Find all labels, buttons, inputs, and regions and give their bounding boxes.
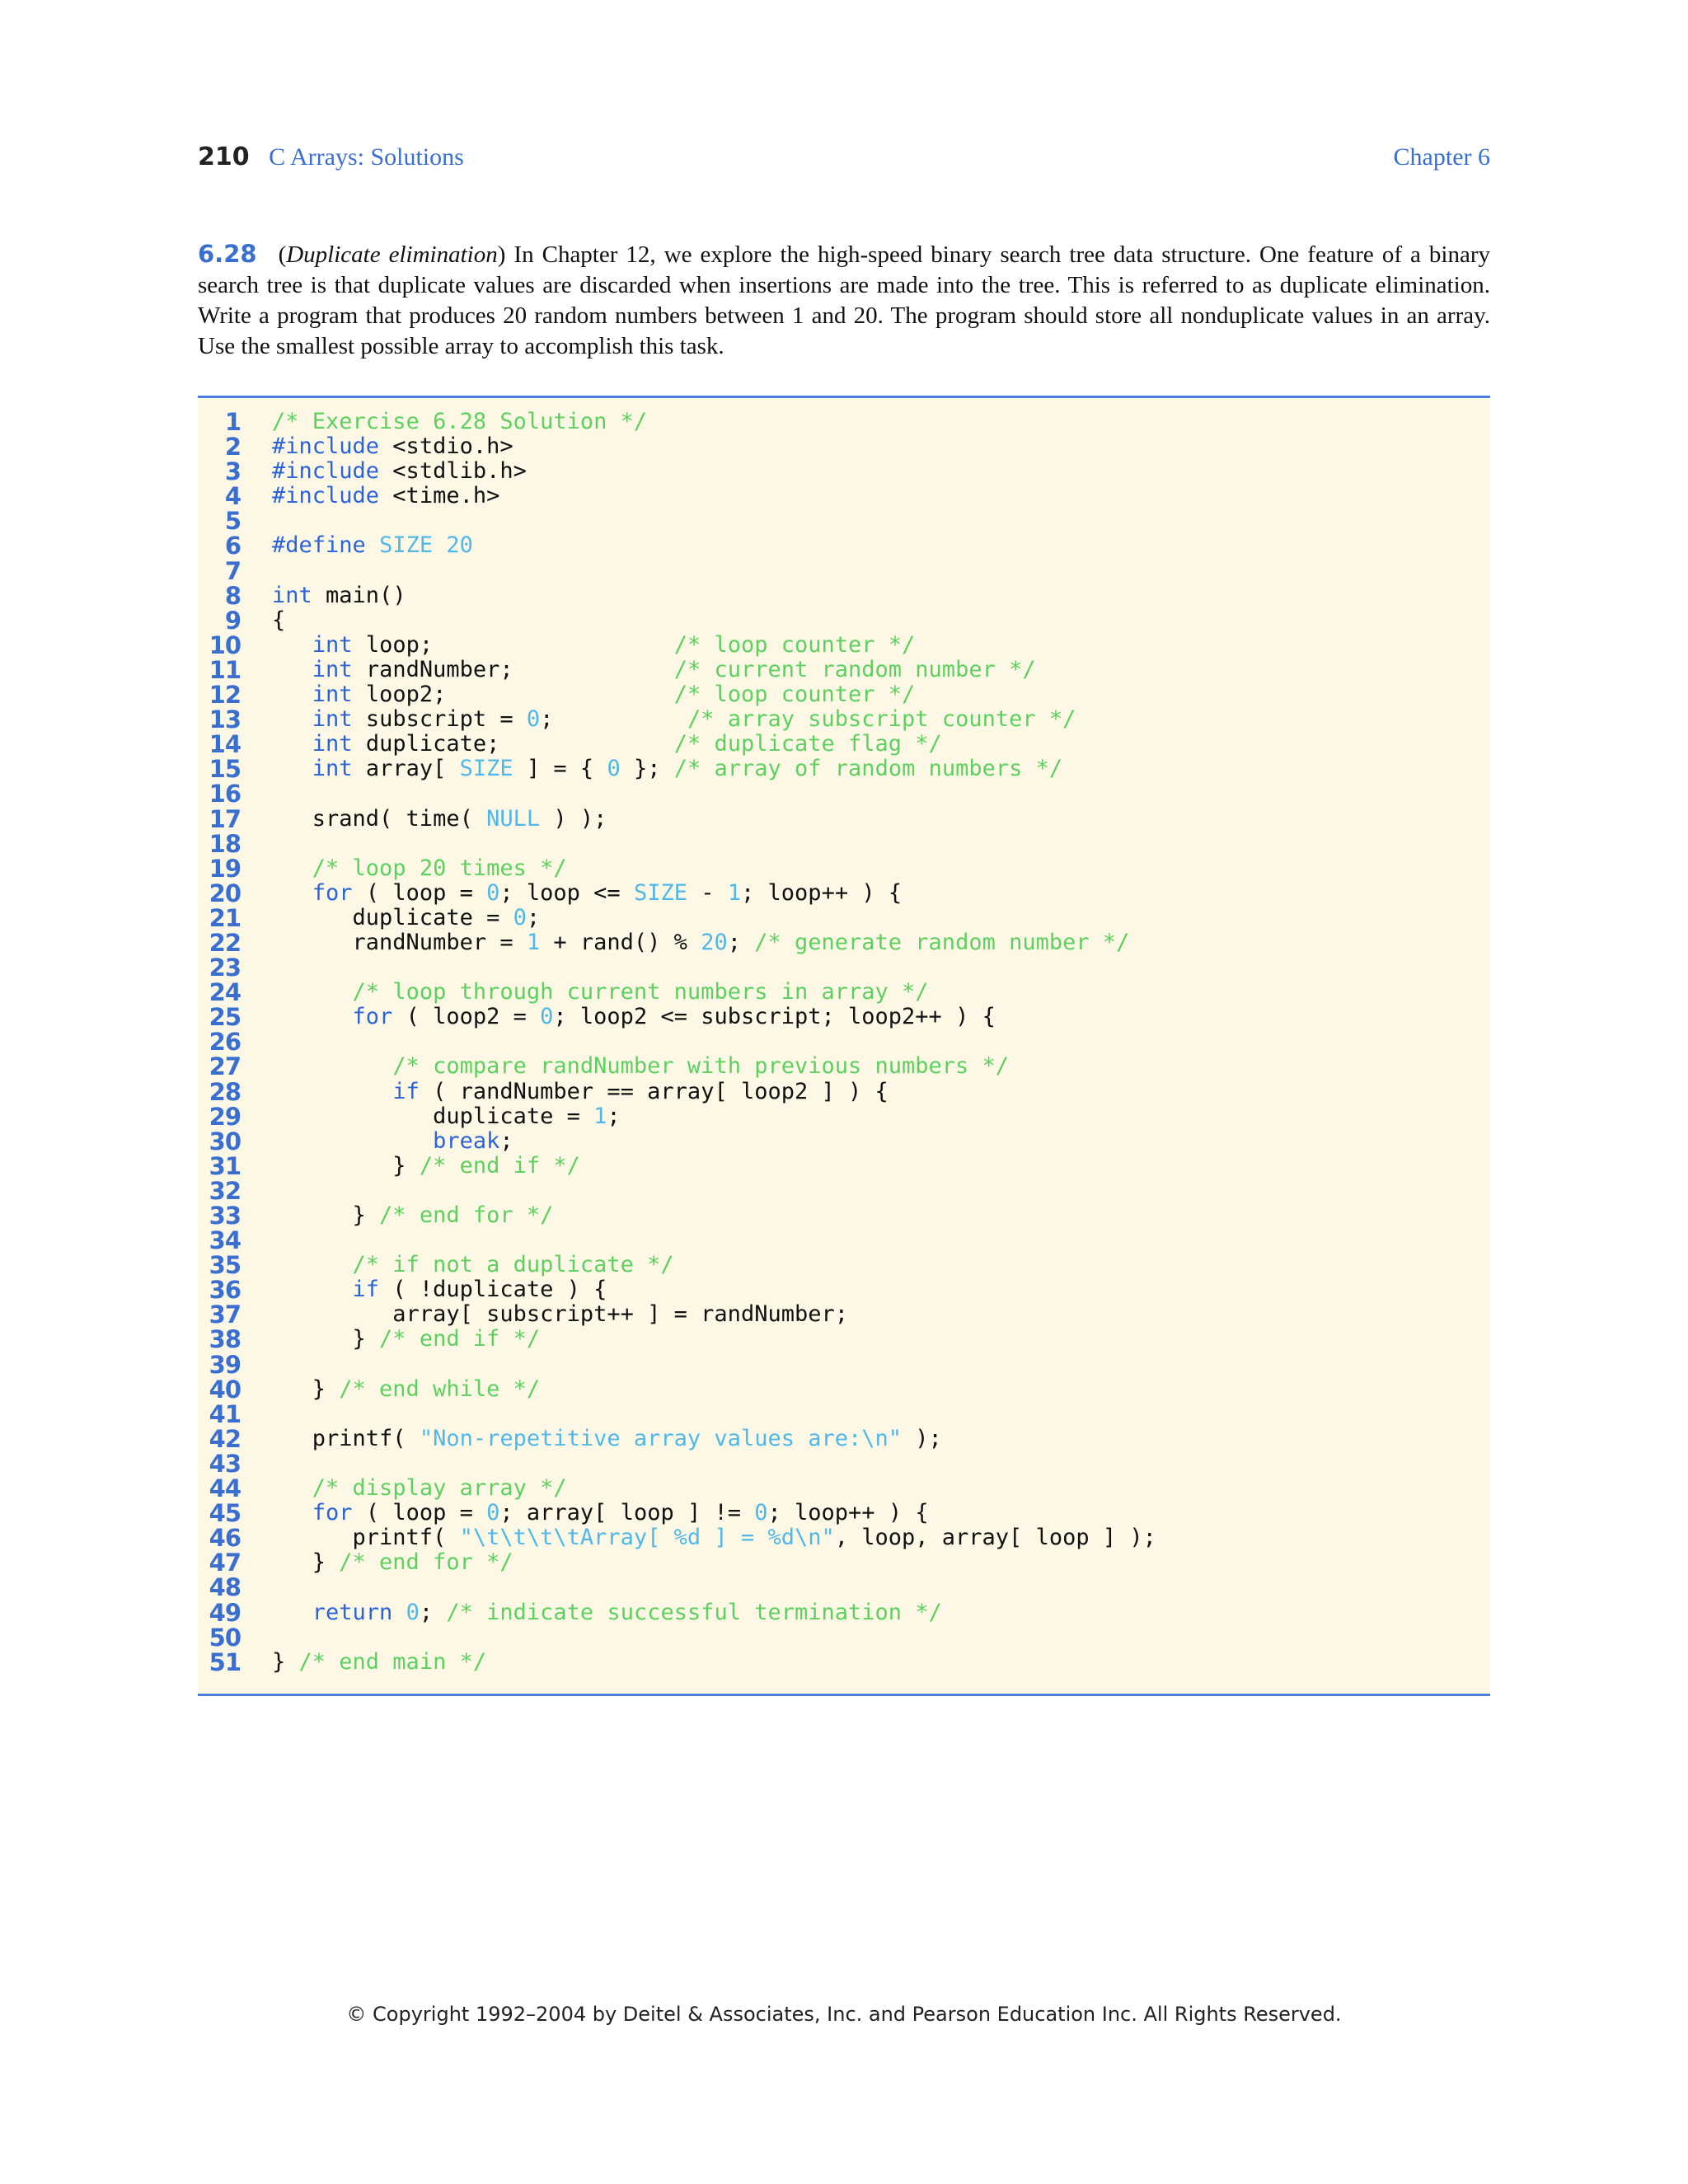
code-line xyxy=(198,1377,1490,1402)
code-text: duplicate = 0; xyxy=(272,904,541,930)
code-text: /* Exercise 6.28 Solution */ xyxy=(272,409,648,434)
line-number: 33 xyxy=(209,1202,241,1230)
line-number: 15 xyxy=(209,755,241,784)
problem-title: Duplicate elimination xyxy=(286,241,498,268)
chapter-label: Chapter 6 xyxy=(1393,143,1490,171)
code-line xyxy=(198,755,1490,784)
line-number: 21 xyxy=(209,903,241,932)
code-text: /* loop through current numbers in array */ xyxy=(352,979,929,1005)
code-line xyxy=(198,1151,1490,1180)
code-line xyxy=(198,1176,1490,1205)
code-line xyxy=(198,1451,1490,1476)
code-line xyxy=(198,1028,1490,1057)
code-text: srand( time( NULL ) ); xyxy=(272,805,607,832)
line-number: 41 xyxy=(209,1399,241,1428)
code-line xyxy=(198,433,1490,462)
code-line xyxy=(198,955,1490,980)
copyright-footer: © Copyright 1992–2004 by Deitel & Associates, Inc. and Pearson Education Inc. All Rights Reserved. xyxy=(346,2003,1342,2026)
code-lines xyxy=(198,410,1490,1675)
line-number: 42 xyxy=(209,1424,241,1453)
code-line xyxy=(198,681,1490,710)
code-text: #define SIZE 20 xyxy=(272,532,473,559)
line-number: 24 xyxy=(209,978,241,1007)
code-line xyxy=(198,583,1490,608)
code-line xyxy=(198,1550,1490,1575)
page-number: 210 xyxy=(198,143,250,171)
code-text: /* compare randNumber with previous numbers */ xyxy=(392,1053,1010,1080)
line-number: 11 xyxy=(209,655,241,684)
code-text: } /* end main */ xyxy=(272,1648,487,1675)
line-number: 12 xyxy=(209,681,241,710)
code-listing xyxy=(198,396,1490,1696)
code-line xyxy=(198,484,1490,509)
line-number: 26 xyxy=(209,1028,241,1057)
code-line xyxy=(198,1476,1490,1501)
code-line xyxy=(198,1625,1490,1650)
line-number: 48 xyxy=(209,1573,241,1602)
problem-statement: 6.28 (Duplicate elimination) In Chapter 12, we explore the high-speed binary search tree data structure. One feature of a binary search tree is that duplicate values are discarded when insertions are made into the tree. This is referred to as duplicate elimination. Write a program that produces 20 random numbers between 1 and 20. The program should store all nonduplicate values in an array. Use the smallest possible array to accomplish this task. xyxy=(198,240,1490,359)
line-number: 45 xyxy=(209,1499,241,1528)
code-line xyxy=(198,507,1490,536)
code-text: duplicate = 1; xyxy=(272,1103,621,1129)
code-text: int loop; /* loop counter */ xyxy=(312,631,916,658)
line-number: 1 xyxy=(224,408,241,436)
code-text: } /* end while */ xyxy=(272,1376,541,1402)
code-line xyxy=(198,1104,1490,1129)
code-text: } /* end for */ xyxy=(272,1202,554,1228)
code-line xyxy=(198,1228,1490,1253)
code-text: if ( !duplicate ) { xyxy=(352,1277,607,1303)
code-line xyxy=(198,655,1490,684)
code-line xyxy=(198,1598,1490,1627)
code-line xyxy=(198,410,1490,434)
line-number: 39 xyxy=(209,1350,241,1379)
code-line xyxy=(198,1251,1490,1280)
code-line xyxy=(198,1327,1490,1352)
code-line xyxy=(198,1524,1490,1553)
line-number: 25 xyxy=(209,1003,241,1032)
code-text: for ( loop2 = 0; loop2 <= subscript; loop2++ ) { xyxy=(352,1004,996,1030)
page-header xyxy=(198,137,1490,178)
line-number: 13 xyxy=(209,705,241,734)
code-text: } /* end for */ xyxy=(272,1549,513,1576)
line-number: 4 xyxy=(224,482,241,511)
code-line xyxy=(198,881,1490,906)
code-text: printf( "Non-repetitive array values are:\n" ); xyxy=(272,1425,942,1451)
line-number: 43 xyxy=(209,1449,241,1478)
code-line xyxy=(198,829,1490,858)
line-number: 23 xyxy=(209,954,241,982)
code-text: break; xyxy=(433,1127,513,1154)
code-line xyxy=(198,1575,1490,1600)
line-number: 20 xyxy=(209,879,241,907)
line-number: 35 xyxy=(209,1251,241,1280)
line-number: 37 xyxy=(209,1301,241,1329)
code-text: array[ subscript++ ] = randNumber; xyxy=(272,1301,848,1328)
line-number: 44 xyxy=(209,1474,241,1503)
code-text: int loop2; /* loop counter */ xyxy=(312,682,916,708)
line-number: 40 xyxy=(209,1375,241,1404)
code-line xyxy=(198,608,1490,633)
running-title: C Arrays: Solutions xyxy=(269,143,464,171)
code-text: int array[ SIZE ] = { 0 }; /* array of random numbers */ xyxy=(312,756,1063,782)
code-text: #include <stdlib.h> xyxy=(272,458,527,485)
code-text: for ( loop = 0; array[ loop ] != 0; loop++ ) { xyxy=(312,1500,929,1526)
code-line xyxy=(198,732,1490,757)
line-number: 22 xyxy=(209,928,241,957)
code-line xyxy=(198,856,1490,881)
code-line xyxy=(198,1647,1490,1676)
line-number: 17 xyxy=(209,804,241,833)
problem-text: In Chapter 12, we explore the high-speed binary search tree data structure. One feature of a binary search tree is that duplicate values are discarded when insertions are made into the tree. This is referred to as duplicate elimination. Write a program that produces 20 random numbers between 1 and 20. The program should store all nonduplicate values in an array. Use the smallest possible array to accomplish this task. xyxy=(198,241,1490,359)
line-number: 31 xyxy=(209,1151,241,1180)
code-line xyxy=(198,781,1490,806)
code-line xyxy=(198,1129,1490,1154)
line-number: 50 xyxy=(209,1623,241,1652)
line-number: 32 xyxy=(209,1176,241,1205)
line-number: 7 xyxy=(224,556,241,585)
line-number: 46 xyxy=(209,1524,241,1553)
line-number: 6 xyxy=(224,532,241,560)
code-text: int main() xyxy=(272,582,406,608)
code-line xyxy=(198,1077,1490,1106)
code-line xyxy=(198,980,1490,1005)
line-number: 14 xyxy=(209,730,241,759)
line-number: 18 xyxy=(209,829,241,858)
code-line xyxy=(198,1424,1490,1453)
line-number: 36 xyxy=(209,1276,241,1305)
line-number: 47 xyxy=(209,1549,241,1577)
code-line xyxy=(198,1203,1490,1228)
line-number: 27 xyxy=(209,1052,241,1081)
code-line xyxy=(198,930,1490,955)
code-line xyxy=(198,630,1490,659)
code-line xyxy=(198,1003,1490,1032)
code-line xyxy=(198,804,1490,833)
line-number: 16 xyxy=(209,780,241,808)
code-text: { xyxy=(272,607,286,633)
code-text: int duplicate; /* duplicate flag */ xyxy=(312,731,942,757)
code-text: int subscript = 0; /* array subscript counter */ xyxy=(312,706,1076,733)
line-number: 34 xyxy=(209,1226,241,1255)
problem-number: 6.28 xyxy=(198,240,257,268)
line-number: 30 xyxy=(209,1127,241,1155)
code-text: /* if not a duplicate */ xyxy=(352,1252,674,1278)
line-number: 8 xyxy=(224,581,241,610)
code-line xyxy=(198,1302,1490,1327)
code-line xyxy=(198,533,1490,558)
line-number: 3 xyxy=(224,457,241,486)
code-line xyxy=(198,1501,1490,1526)
line-number: 38 xyxy=(209,1325,241,1354)
code-text: #include <time.h> xyxy=(272,483,500,509)
line-number: 5 xyxy=(224,507,241,536)
code-text: printf( "\t\t\t\tArray[ %d ] = %d\n", loop, array[ loop ] ); xyxy=(272,1525,1156,1551)
code-line xyxy=(198,1054,1490,1079)
line-number: 19 xyxy=(209,854,241,883)
line-number: 28 xyxy=(209,1077,241,1106)
line-number: 29 xyxy=(209,1102,241,1131)
code-text: if ( randNumber == array[ loop2 ] ) { xyxy=(392,1078,889,1104)
line-number: 49 xyxy=(209,1598,241,1627)
code-text: } /* end if */ xyxy=(272,1326,541,1352)
line-number: 10 xyxy=(209,630,241,659)
line-number: 2 xyxy=(224,433,241,462)
code-line xyxy=(198,1276,1490,1305)
code-line xyxy=(198,459,1490,484)
code-text: } /* end if */ xyxy=(272,1152,580,1179)
code-text: int randNumber; /* current random number */ xyxy=(312,656,1036,682)
code-line xyxy=(198,903,1490,932)
code-text: /* loop 20 times */ xyxy=(312,855,567,881)
code-text: /* display array */ xyxy=(312,1475,567,1502)
code-line xyxy=(198,707,1490,732)
line-number: 9 xyxy=(224,606,241,635)
code-text: return 0; /* indicate successful termination */ xyxy=(312,1599,942,1625)
code-line xyxy=(198,1352,1490,1377)
code-text: randNumber = 1 + rand() % 20; /* generate random number */ xyxy=(272,929,1130,955)
code-text: #include <stdio.h> xyxy=(272,434,513,460)
code-line xyxy=(198,556,1490,585)
line-number: 51 xyxy=(209,1647,241,1676)
code-line xyxy=(198,1399,1490,1428)
code-text: for ( loop = 0; loop <= SIZE - 1; loop++ ) { xyxy=(312,879,903,906)
